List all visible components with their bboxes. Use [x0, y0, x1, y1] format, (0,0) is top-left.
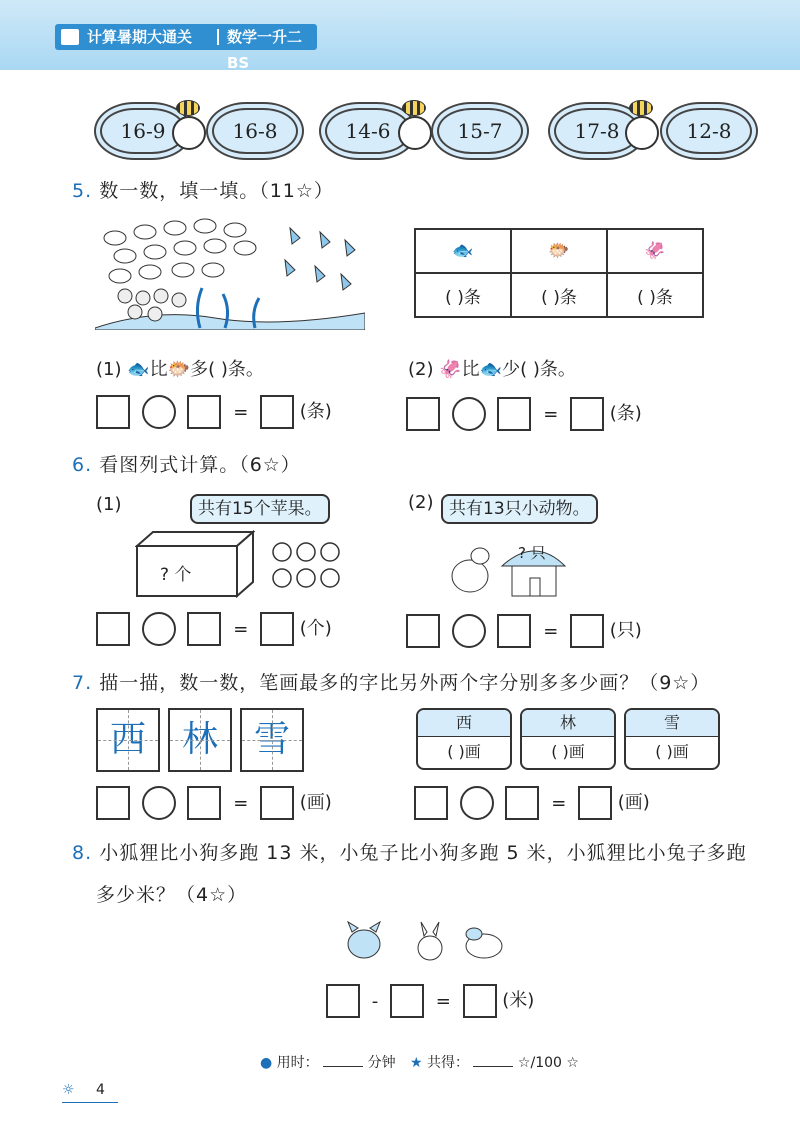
- fish-icon: 🐟: [127, 359, 150, 380]
- apples-illustration: [270, 540, 342, 592]
- answer-box[interactable]: [463, 984, 497, 1018]
- card-answer[interactable]: ( )画: [551, 742, 585, 761]
- sub-text: 多( )条。: [190, 359, 264, 380]
- equals-sign: =: [551, 792, 567, 814]
- equals-sign: =: [435, 990, 451, 1012]
- unit-label: (条): [609, 403, 642, 424]
- crate-label: ? 个: [160, 565, 192, 585]
- card-answer[interactable]: ( )画: [447, 742, 481, 761]
- count-cell-fish[interactable]: ( )条: [415, 273, 511, 317]
- total-label: 共有15个苹果。: [190, 494, 330, 524]
- sub-number: (2): [408, 359, 434, 380]
- header-title: 计算暑期大通关: [87, 28, 193, 46]
- sub-number: (1): [96, 359, 122, 380]
- unit-label: (只): [609, 620, 642, 641]
- answer-box[interactable]: [187, 786, 221, 820]
- bee-icon: [402, 100, 426, 116]
- operator-circle[interactable]: [460, 786, 494, 820]
- sub-text: 比: [149, 359, 168, 380]
- question-text: 小狐狸比小狗多跑 13 米，小兔子比小狗多跑 5 米，小狐狸比小兔子多跑: [99, 842, 747, 864]
- question-6: [72, 450, 301, 477]
- answer-box[interactable]: [414, 786, 448, 820]
- answer-box[interactable]: [406, 614, 440, 648]
- question-number: 8.: [72, 842, 93, 864]
- time-field: [260, 1052, 396, 1072]
- equals-sign: =: [543, 620, 559, 642]
- equals-sign: =: [233, 792, 249, 814]
- answer-box[interactable]: [260, 786, 294, 820]
- crate-illustration: [135, 530, 255, 598]
- operator-circle[interactable]: [142, 612, 176, 646]
- stroke-card: [416, 708, 512, 770]
- bee-icon: [629, 100, 653, 116]
- answer-box[interactable]: [260, 612, 294, 646]
- question-text: 数一数，填一填。（11☆）: [99, 180, 334, 202]
- answer-box[interactable]: [390, 984, 424, 1018]
- answer-box[interactable]: [570, 614, 604, 648]
- equals-sign: =: [233, 401, 249, 423]
- card-answer[interactable]: ( )画: [655, 742, 689, 761]
- time-label: 用时：: [276, 1055, 319, 1071]
- question-text: 看图列式计算。（6☆）: [99, 454, 301, 476]
- expression-bubble: 14-6: [325, 108, 411, 154]
- squid-icon: 🦑: [607, 229, 703, 273]
- card-char: 西: [418, 710, 510, 737]
- question-text: 描一描，数一数，笔画最多的字比另外两个字分别多多少画？（9☆）: [99, 672, 711, 694]
- answer-box[interactable]: [260, 395, 294, 429]
- sub-text: 比: [461, 359, 480, 380]
- equation-row: [96, 395, 332, 429]
- book-logo-icon: [61, 29, 79, 45]
- sub-text: 少( )条。: [502, 359, 576, 380]
- question-8-line2: 多少米？（4☆）: [96, 884, 248, 906]
- trace-char-box[interactable]: 西: [96, 708, 160, 772]
- answer-box[interactable]: [96, 612, 130, 646]
- question-5: [72, 176, 334, 203]
- expression-bubble: 12-8: [666, 108, 752, 154]
- question-number: 5.: [72, 180, 93, 202]
- fish-icon: 🐟: [479, 359, 503, 380]
- question-number: 6.: [72, 454, 93, 476]
- answer-box[interactable]: [96, 395, 130, 429]
- unit-label: (画): [617, 792, 650, 813]
- answer-box[interactable]: [497, 397, 531, 431]
- unit-label: (米): [502, 990, 535, 1011]
- answer-box[interactable]: [570, 397, 604, 431]
- card-char: 雪: [626, 710, 718, 737]
- count-table: [414, 228, 704, 318]
- score-field: [410, 1052, 579, 1072]
- expression-bubble: 16-9: [100, 108, 186, 154]
- page-number: 4: [96, 1082, 105, 1098]
- card-char: 林: [522, 710, 614, 737]
- answer-box[interactable]: [578, 786, 612, 820]
- equals-sign: =: [543, 403, 559, 425]
- time-unit: 分钟: [367, 1055, 396, 1071]
- equals-sign: =: [233, 618, 249, 640]
- equation-row: [326, 984, 534, 1018]
- time-blank[interactable]: [323, 1066, 363, 1067]
- clock-icon: ●: [260, 1055, 273, 1071]
- operator-circle[interactable]: [142, 395, 176, 429]
- equation-row: [96, 612, 332, 646]
- page-header: [0, 0, 800, 70]
- expression-bubble: 17-8: [554, 108, 640, 154]
- equation-row: [414, 786, 650, 820]
- page-number-underline: [62, 1102, 118, 1103]
- answer-box[interactable]: [187, 612, 221, 646]
- q6-sub1-number: (1): [96, 494, 122, 515]
- expression-bubble: 16-8: [212, 108, 298, 154]
- equation-row: [406, 397, 642, 431]
- question-7: [72, 668, 710, 695]
- minus-sign: -: [371, 990, 379, 1012]
- operator-circle[interactable]: [142, 786, 176, 820]
- pufferfish-icon: 🐡: [511, 229, 607, 273]
- expression-bubble: 15-7: [437, 108, 523, 154]
- animals-house-illustration: [440, 536, 575, 604]
- unit-label: (画): [299, 792, 332, 813]
- score-unit: ☆/100 ☆: [517, 1055, 579, 1071]
- score-blank[interactable]: [473, 1066, 513, 1067]
- header-banner: [55, 24, 317, 72]
- squid-icon: 🦑: [439, 359, 462, 380]
- header-divider: [217, 29, 219, 45]
- star-icon: ★: [410, 1055, 423, 1071]
- trace-char-box[interactable]: 雪: [240, 708, 304, 772]
- bee-icon: [176, 100, 200, 116]
- fish-icon: 🐟: [415, 229, 511, 273]
- answer-box[interactable]: [96, 786, 130, 820]
- answer-box[interactable]: [326, 984, 360, 1018]
- stroke-card: [520, 708, 616, 770]
- count-cell-pufferfish[interactable]: ( )条: [511, 273, 607, 317]
- question-number: 7.: [72, 672, 93, 694]
- equation-row: [96, 786, 332, 820]
- operator-circle[interactable]: [452, 397, 486, 431]
- answer-circle[interactable]: [172, 116, 206, 150]
- unit-label: (条): [299, 401, 332, 422]
- q5-sub2: [408, 355, 576, 381]
- house-label: ? 只: [518, 544, 546, 562]
- sea-creatures-illustration: [95, 218, 365, 330]
- header-subject: 数学一升二 BS: [227, 28, 303, 72]
- answer-box[interactable]: [406, 397, 440, 431]
- answer-box[interactable]: [187, 395, 221, 429]
- score-label: 共得：: [427, 1055, 470, 1071]
- operator-circle[interactable]: [452, 614, 486, 648]
- pufferfish-icon: 🐡: [167, 359, 191, 380]
- answer-box[interactable]: [497, 614, 531, 648]
- q6-sub2-number: (2): [408, 492, 434, 513]
- equation-row: [406, 614, 642, 648]
- count-cell-squid[interactable]: ( )条: [607, 273, 703, 317]
- unit-label: (个): [299, 618, 332, 639]
- trace-char-box[interactable]: 林: [168, 708, 232, 772]
- answer-box[interactable]: [505, 786, 539, 820]
- total-label: 共有13只小动物。: [441, 494, 598, 524]
- question-8: [72, 838, 747, 865]
- stroke-card: [624, 708, 720, 770]
- q5-sub1: [96, 355, 264, 381]
- answer-circle[interactable]: [398, 116, 432, 150]
- animals-illustration: [342, 920, 512, 966]
- sun-icon: ☼: [62, 1082, 75, 1098]
- answer-circle[interactable]: [625, 116, 659, 150]
